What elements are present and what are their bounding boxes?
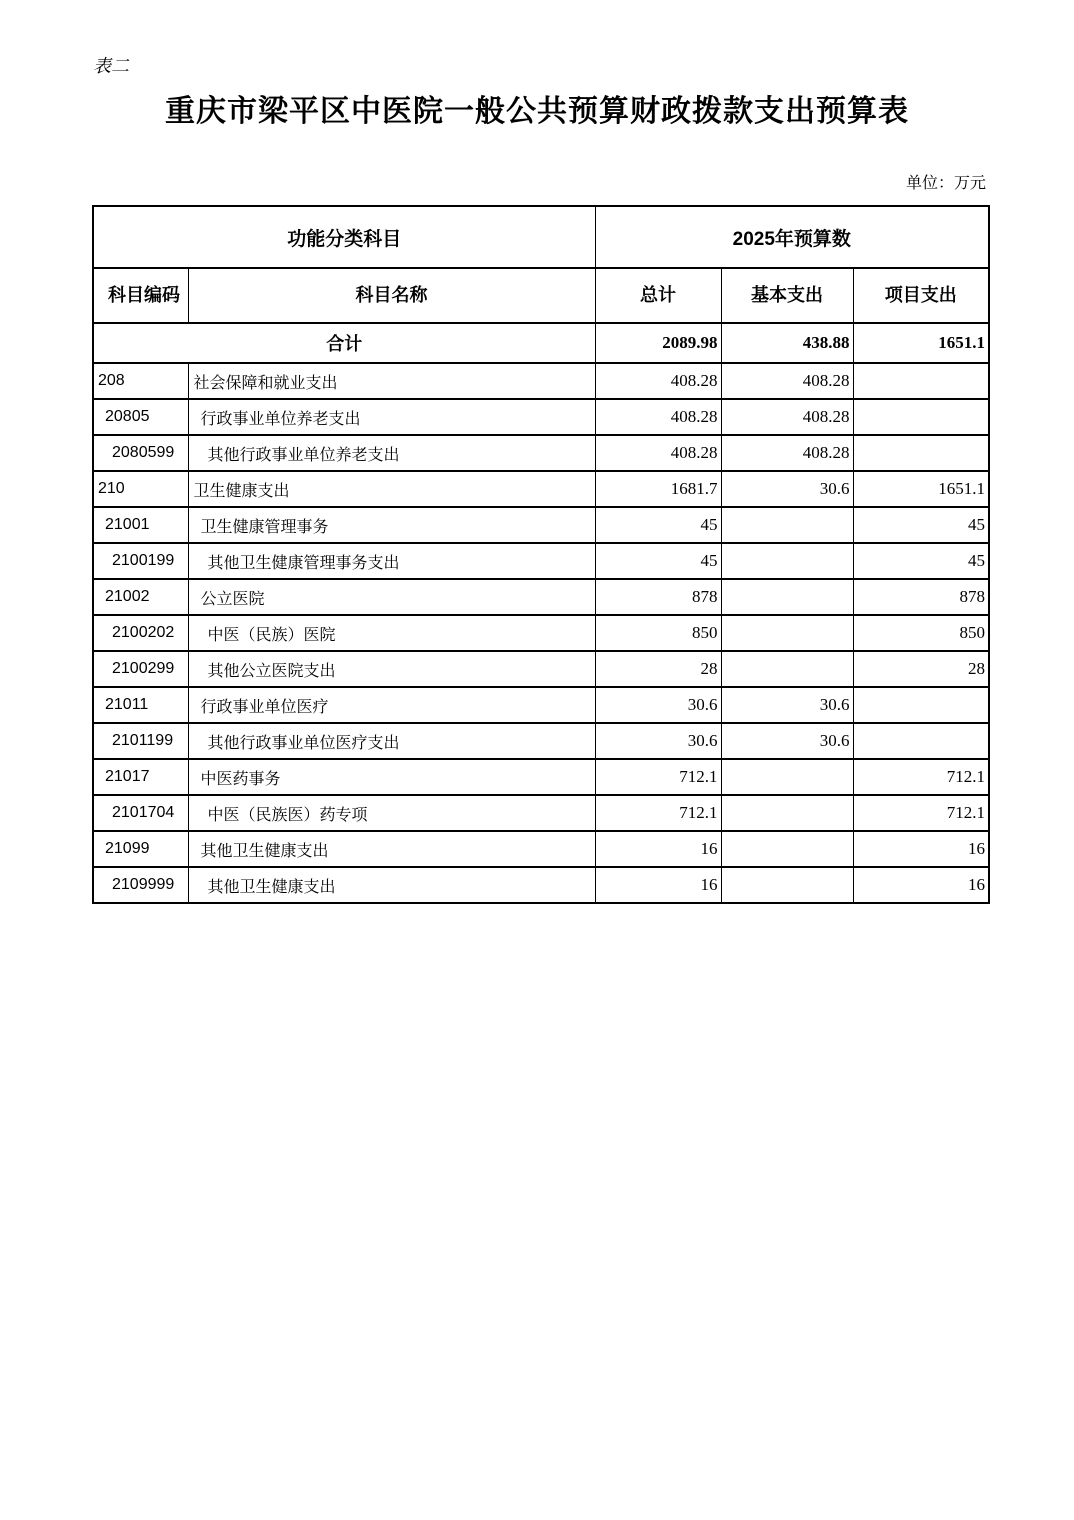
row-project-cell <box>853 723 989 759</box>
row-total-cell: 712.1 <box>595 795 721 831</box>
row-name-cell: 其他公立医院支出 <box>188 651 595 687</box>
row-basic-cell <box>721 579 853 615</box>
row-basic-cell <box>721 543 853 579</box>
row-total-cell: 408.28 <box>595 363 721 399</box>
row-name-cell: 卫生健康管理事务 <box>188 507 595 543</box>
row-project-cell: 712.1 <box>853 795 989 831</box>
row-name-cell: 中医（民族）医院 <box>188 615 595 651</box>
total-row-total-value: 2089.98 <box>595 323 721 363</box>
table-row <box>93 723 989 759</box>
row-project-cell: 28 <box>853 651 989 687</box>
table-row <box>93 687 989 723</box>
table-row <box>93 507 989 543</box>
row-project-cell <box>853 363 989 399</box>
row-code-cell: 2100199 <box>93 543 188 579</box>
total-row-basic-value: 438.88 <box>721 323 853 363</box>
row-name-cell: 行政事业单位养老支出 <box>188 399 595 435</box>
row-code-cell: 208 <box>93 363 188 399</box>
table-row <box>93 543 989 579</box>
header-2025-budget: 2025年预算数 <box>595 206 989 268</box>
row-name-cell: 中医药事务 <box>188 759 595 795</box>
row-name-cell: 社会保障和就业支出 <box>188 363 595 399</box>
row-project-cell: 45 <box>853 543 989 579</box>
row-project-cell <box>853 435 989 471</box>
table-row <box>93 363 989 399</box>
total-row-label: 合计 <box>93 323 595 363</box>
table-row <box>93 795 989 831</box>
header-columns-row <box>93 268 989 323</box>
row-project-cell: 878 <box>853 579 989 615</box>
row-basic-cell: 30.6 <box>721 471 853 507</box>
row-total-cell: 408.28 <box>595 435 721 471</box>
row-name-cell: 其他行政事业单位医疗支出 <box>188 723 595 759</box>
row-code-cell: 2101704 <box>93 795 188 831</box>
row-code-cell: 21099 <box>93 831 188 867</box>
row-basic-cell: 30.6 <box>721 687 853 723</box>
total-row <box>93 323 989 363</box>
row-name-cell: 其他卫生健康支出 <box>188 867 595 903</box>
row-project-cell: 712.1 <box>853 759 989 795</box>
table-body <box>93 323 989 903</box>
row-code-cell: 20805 <box>93 399 188 435</box>
corner-label: 表二 <box>93 56 129 76</box>
row-name-cell: 卫生健康支出 <box>188 471 595 507</box>
row-name-cell: 其他卫生健康管理事务支出 <box>188 543 595 579</box>
row-total-cell: 712.1 <box>595 759 721 795</box>
row-total-cell: 850 <box>595 615 721 651</box>
row-code-cell: 2100202 <box>93 615 188 651</box>
row-project-cell: 16 <box>853 867 989 903</box>
row-project-cell: 850 <box>853 615 989 651</box>
column-header-project-expenditure: 项目支出 <box>853 268 989 323</box>
row-code-cell: 2100299 <box>93 651 188 687</box>
header-functional-classification: 功能分类科目 <box>93 206 595 268</box>
total-row-project-value: 1651.1 <box>853 323 989 363</box>
row-name-cell: 其他行政事业单位养老支出 <box>188 435 595 471</box>
row-code-cell: 21001 <box>93 507 188 543</box>
row-basic-cell <box>721 615 853 651</box>
row-total-cell: 28 <box>595 651 721 687</box>
row-basic-cell <box>721 867 853 903</box>
table-row <box>93 579 989 615</box>
row-code-cell: 2101199 <box>93 723 188 759</box>
row-name-cell: 中医（民族医）药专项 <box>188 795 595 831</box>
row-total-cell: 16 <box>595 867 721 903</box>
column-header-subject-code: 科目编码 <box>93 268 188 323</box>
row-total-cell: 1681.7 <box>595 471 721 507</box>
row-project-cell <box>853 399 989 435</box>
row-code-cell: 2109999 <box>93 867 188 903</box>
page-title: 重庆市梁平区中医院一般公共预算财政拨款支出预算表 <box>165 95 909 128</box>
row-project-cell: 45 <box>853 507 989 543</box>
row-project-cell: 1651.1 <box>853 471 989 507</box>
column-header-basic-expenditure: 基本支出 <box>721 268 853 323</box>
row-code-cell: 21017 <box>93 759 188 795</box>
column-header-subject-name: 科目名称 <box>188 268 595 323</box>
row-basic-cell <box>721 795 853 831</box>
table-row <box>93 399 989 435</box>
row-basic-cell <box>721 651 853 687</box>
row-code-cell: 210 <box>93 471 188 507</box>
row-total-cell: 878 <box>595 579 721 615</box>
row-basic-cell: 408.28 <box>721 435 853 471</box>
row-code-cell: 2080599 <box>93 435 188 471</box>
row-total-cell: 30.6 <box>595 723 721 759</box>
row-project-cell <box>853 687 989 723</box>
table-row <box>93 471 989 507</box>
table-row <box>93 759 989 795</box>
table-row <box>93 651 989 687</box>
table-row <box>93 435 989 471</box>
table-row <box>93 867 989 903</box>
row-basic-cell <box>721 759 853 795</box>
budget-table <box>92 205 990 904</box>
table-row <box>93 615 989 651</box>
row-basic-cell: 30.6 <box>721 723 853 759</box>
row-total-cell: 30.6 <box>595 687 721 723</box>
row-code-cell: 21002 <box>93 579 188 615</box>
row-total-cell: 45 <box>595 507 721 543</box>
row-basic-cell <box>721 831 853 867</box>
header-group-row <box>93 206 989 268</box>
row-total-cell: 16 <box>595 831 721 867</box>
row-project-cell: 16 <box>853 831 989 867</box>
row-name-cell: 其他卫生健康支出 <box>188 831 595 867</box>
row-code-cell: 21011 <box>93 687 188 723</box>
row-name-cell: 公立医院 <box>188 579 595 615</box>
column-header-total: 总计 <box>595 268 721 323</box>
row-basic-cell <box>721 507 853 543</box>
row-basic-cell: 408.28 <box>721 363 853 399</box>
row-total-cell: 45 <box>595 543 721 579</box>
row-name-cell: 行政事业单位医疗 <box>188 687 595 723</box>
row-total-cell: 408.28 <box>595 399 721 435</box>
table-row <box>93 831 989 867</box>
row-basic-cell: 408.28 <box>721 399 853 435</box>
unit-note: 单位：万元 <box>905 175 986 192</box>
